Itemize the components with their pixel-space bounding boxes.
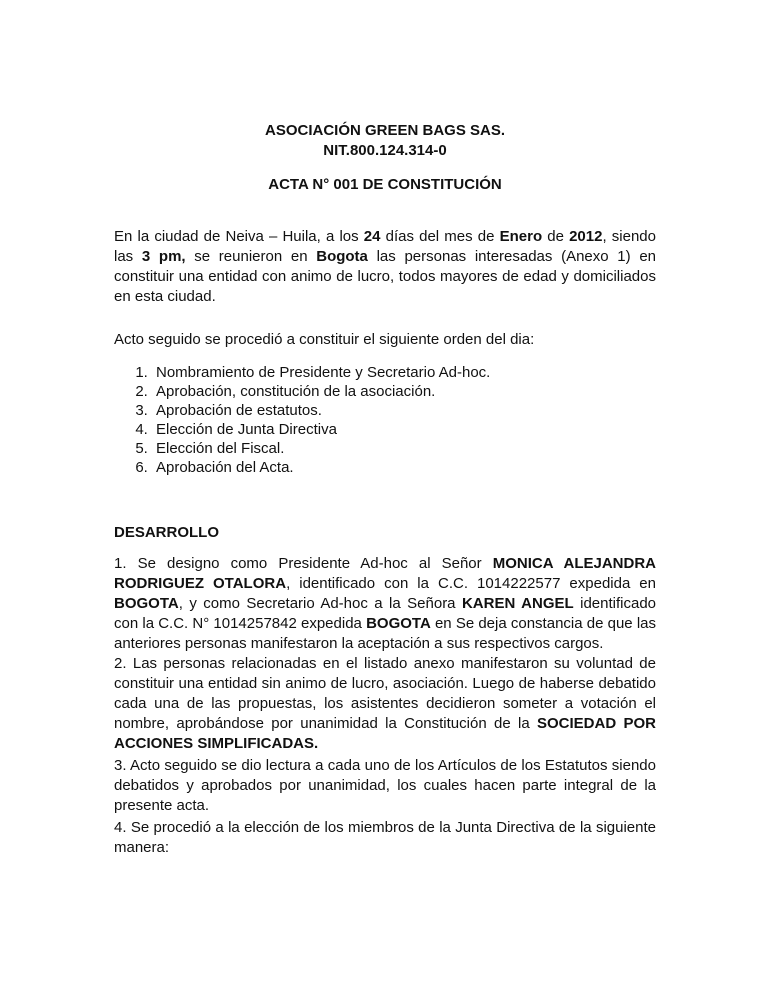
org-name: ASOCIACIÓN GREEN BAGS SAS. [264,122,506,139]
development-item-4 [114,818,656,858]
bold-text: 24 [363,228,381,245]
bold-text: 2012 [569,228,603,245]
org-nit: NIT.800.124.314-0 [323,142,447,159]
bold-text: SOCIEDAD POR ACCIONES SIMPLIFICADAS. [114,715,656,752]
text-segment: de [542,228,570,245]
text-segment: 4. Se procedió a la elección de los miembros de la Junta Directiva de la siguiente manera: [114,819,656,856]
text-segment: días del mes de [380,228,500,245]
acta-title: ACTA N° 001 DE CONSTITUCIÓN [268,176,502,193]
bold-text: 3 pm, [141,248,186,265]
agenda-item: 5. Elección del Fiscal. [152,439,490,458]
text-segment: En la ciudad de Neiva – Huila, a los [114,228,364,245]
agenda-intro [114,330,656,350]
text-segment: las personas interesadas (Anexo 1) en constituir una entidad con animo de lucro, todos mayores de edad y domiciliados en esta ciudad. [114,248,657,305]
agenda-item: 1. Nombramiento de Presidente y Secretario Ad-hoc. [152,363,490,382]
agenda-item: 2. Aprobación, constitución de la asociación. [152,382,490,401]
agenda-list [114,363,490,477]
text-segment: Acto seguido se procedió a constituir el siguiente orden del dia: [114,331,535,348]
document-header [114,121,656,161]
text-segment: identificado con la C.C. N° 1014257842 expedida [114,595,657,632]
section-heading: DESARROLLO [114,524,219,541]
agenda-item: 6. Aprobación del Acta. [152,458,490,477]
development-item-1 [114,554,656,654]
bold-text: Bogota [316,248,368,265]
text-segment: se reunieron en [185,248,317,265]
bold-text: MONICA ALEJANDRA RODRIGUEZ OTALORA [114,555,656,592]
text-segment: 3. Acto seguido se dio lectura a cada uno de los Artículos de los Estatutos siendo debatidos y aprobados por unanimidad, los cuales hacen parte integral de la presente acta. [114,757,656,814]
bold-text: KAREN ANGEL [461,595,574,612]
agenda-item: 4. Elección de Junta Directiva [152,420,490,439]
text-segment: 2. Las personas relacionadas en el listado anexo manifestaron su voluntad de constituir una entidad sin animo de lucro, asociación. Luego de haberse debatido cada una de las propuestas, los asistentes decidieron someter a votación el nombre, aprobándose por unanimidad la Constitución de la [114,655,656,732]
text-segment: , identificado con la C.C. 1014222577 expedida en [286,575,656,592]
text-segment: , y como Secretario Ad-hoc a la Señora [178,595,462,612]
bold-text: Enero [499,228,543,245]
text-segment: , siendo las [114,228,656,265]
agenda-item: 3. Aprobación de estatutos. [152,401,490,420]
text-segment: en Se deja constancia de que las anteriores personas manifestaron la aceptación a sus respectivos cargos. [114,615,656,652]
text-segment: 1. Se designo como Presidente Ad-hoc al Señor [114,555,493,572]
development-item-3 [114,756,656,816]
bold-text: BOGOTA [366,615,431,632]
development-item-2 [114,654,656,754]
intro-paragraph [114,227,656,307]
bold-text: BOGOTA [114,595,179,612]
